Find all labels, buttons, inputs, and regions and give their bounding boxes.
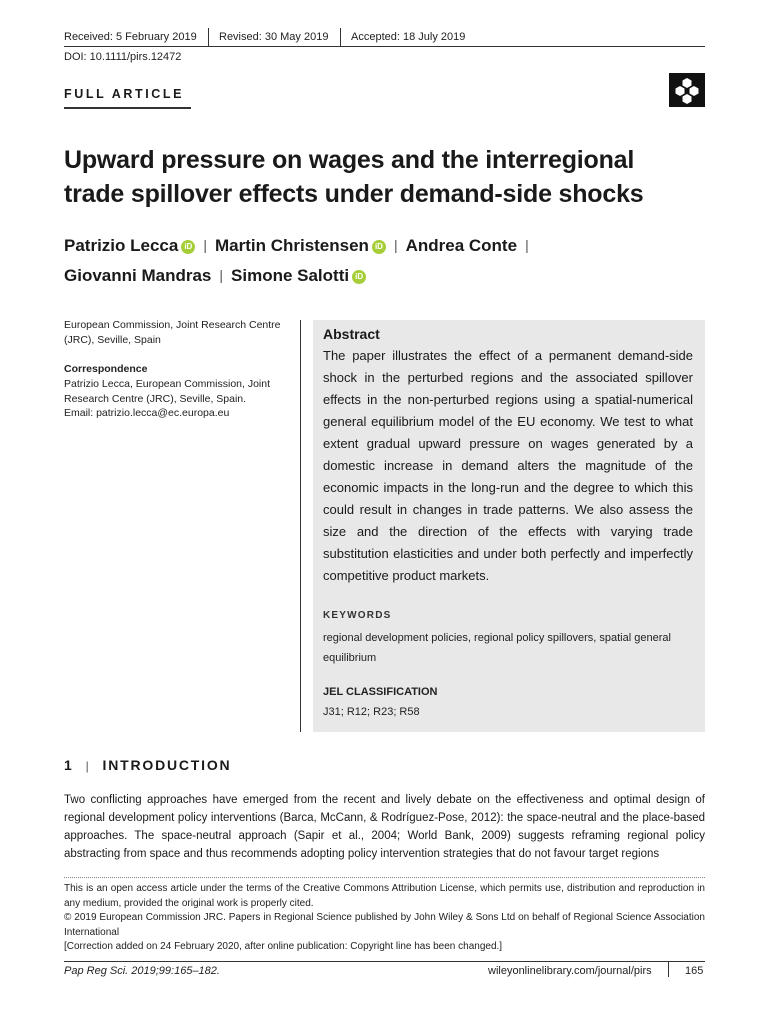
article-title — [64, 143, 724, 211]
keywords-list: regional development policies, regional policy spillovers, spatial general equilibrium — [323, 632, 671, 664]
section-title: INTRODUCTION — [102, 757, 232, 773]
abstract-box — [313, 320, 705, 732]
journal-url[interactable]: wileyonlinelibrary.com/journal/pirs — [488, 965, 652, 977]
author-mandras[interactable]: Giovanni Mandras — [64, 266, 212, 285]
received-date: Received: 5 February 2019 — [64, 31, 197, 43]
title-line-1: Upward pressure on wages and the interregional — [64, 146, 635, 174]
copyright-notice: © 2019 European Commission JRC. Papers in Regional Science published by John Wiley & Sons Ltd on behalf of Regional Science Association International — [64, 912, 705, 938]
accepted-date: Accepted: 18 July 2019 — [351, 31, 466, 43]
author-conte[interactable]: Andrea Conte — [405, 236, 518, 255]
page-number: 165 — [685, 965, 704, 977]
section-separator: | — [85, 759, 91, 773]
footnote-divider — [64, 877, 705, 878]
revised-date: Revised: 30 May 2019 — [219, 31, 329, 43]
affiliation: European Commission, Joint Research Centre (JRC), Seville, Spain — [64, 319, 281, 346]
jel-codes: J31; R12; R23; R58 — [323, 706, 420, 718]
author-separator: | — [393, 237, 398, 253]
doi[interactable]: DOI: 10.1111/pirs.12472 — [64, 51, 182, 63]
correspondence-label: Correspondence — [64, 363, 148, 375]
author-separator: | — [219, 267, 224, 283]
wiley-hexagon-logo[interactable] — [669, 73, 705, 107]
correspondence-email[interactable]: Email: patrizio.lecca@ec.europa.eu — [64, 407, 230, 419]
footnote — [64, 882, 705, 955]
article-type: FULL ARTICLE — [64, 87, 185, 101]
intro-paragraph: Two conflicting approaches have emerged from the recent and lively debate on the effectiveness and optimal design of regional development policy interventions (Barca, McCann, & Rodríguez-Pose, 2012): the space-neutral and the place-based approaches. The space-neutral approach (Sapir et al., 2004; World Bank, 2009) suggests reframing regional policy abstracting from space and thus recommends adopting policy intervention strategies that do not favour target regions — [64, 794, 705, 860]
journal-citation: Pap Reg Sci. 2019;99:165–182. — [64, 965, 220, 977]
correction-notice: [Correction added on 24 February 2020, after online publication: Copyright line has been changed.] — [64, 941, 503, 952]
title-line-2: trade spillover effects under demand-side shocks — [64, 180, 644, 208]
orcid-icon[interactable]: iD — [352, 270, 366, 284]
orcid-icon[interactable]: iD — [372, 240, 386, 254]
abstract-heading: Abstract — [323, 326, 380, 342]
author-salotti[interactable]: Simone Salotti — [231, 266, 350, 285]
author-separator: | — [525, 237, 529, 253]
license-notice: This is an open access article under the terms of the Creative Commons Attribution License, which permits use, distribution and reproduction in any medium, provided the original work is properly cited. — [64, 883, 705, 909]
author-christensen[interactable]: Martin Christensen — [214, 236, 369, 255]
abstract-text: The paper illustrates the effect of a permanent demand-side shock in the perturbed regions and the associated spillover effects in the non-perturbed regions using a spatial-numerical general equilibrium model of the EU economy. We test to what extent gradual upward pressure on wages generated by a domestic increase in demand alters the magnitude of the economic impacts in the long-run and the degree to which this could result in changes in trade patterns. We also assess the size and the direction of the effects with varying trade substitution elasticities and under both perfectly and imperfectly competitive product markets. — [323, 348, 693, 583]
author-lecca[interactable]: Patrizio Lecca — [64, 236, 179, 255]
keywords-heading: KEYWORDS — [323, 610, 392, 621]
orcid-icon[interactable]: iD — [181, 240, 195, 254]
section-heading — [64, 757, 231, 773]
correspondence-text: Patrizio Lecca, European Commission, Joint Research Centre (JRC), Seville, Spain. — [64, 378, 271, 405]
author-separator: | — [203, 237, 207, 253]
section-number: 1 — [64, 757, 74, 773]
author-list — [64, 231, 714, 291]
jel-heading: JEL CLASSIFICATION — [323, 686, 438, 698]
